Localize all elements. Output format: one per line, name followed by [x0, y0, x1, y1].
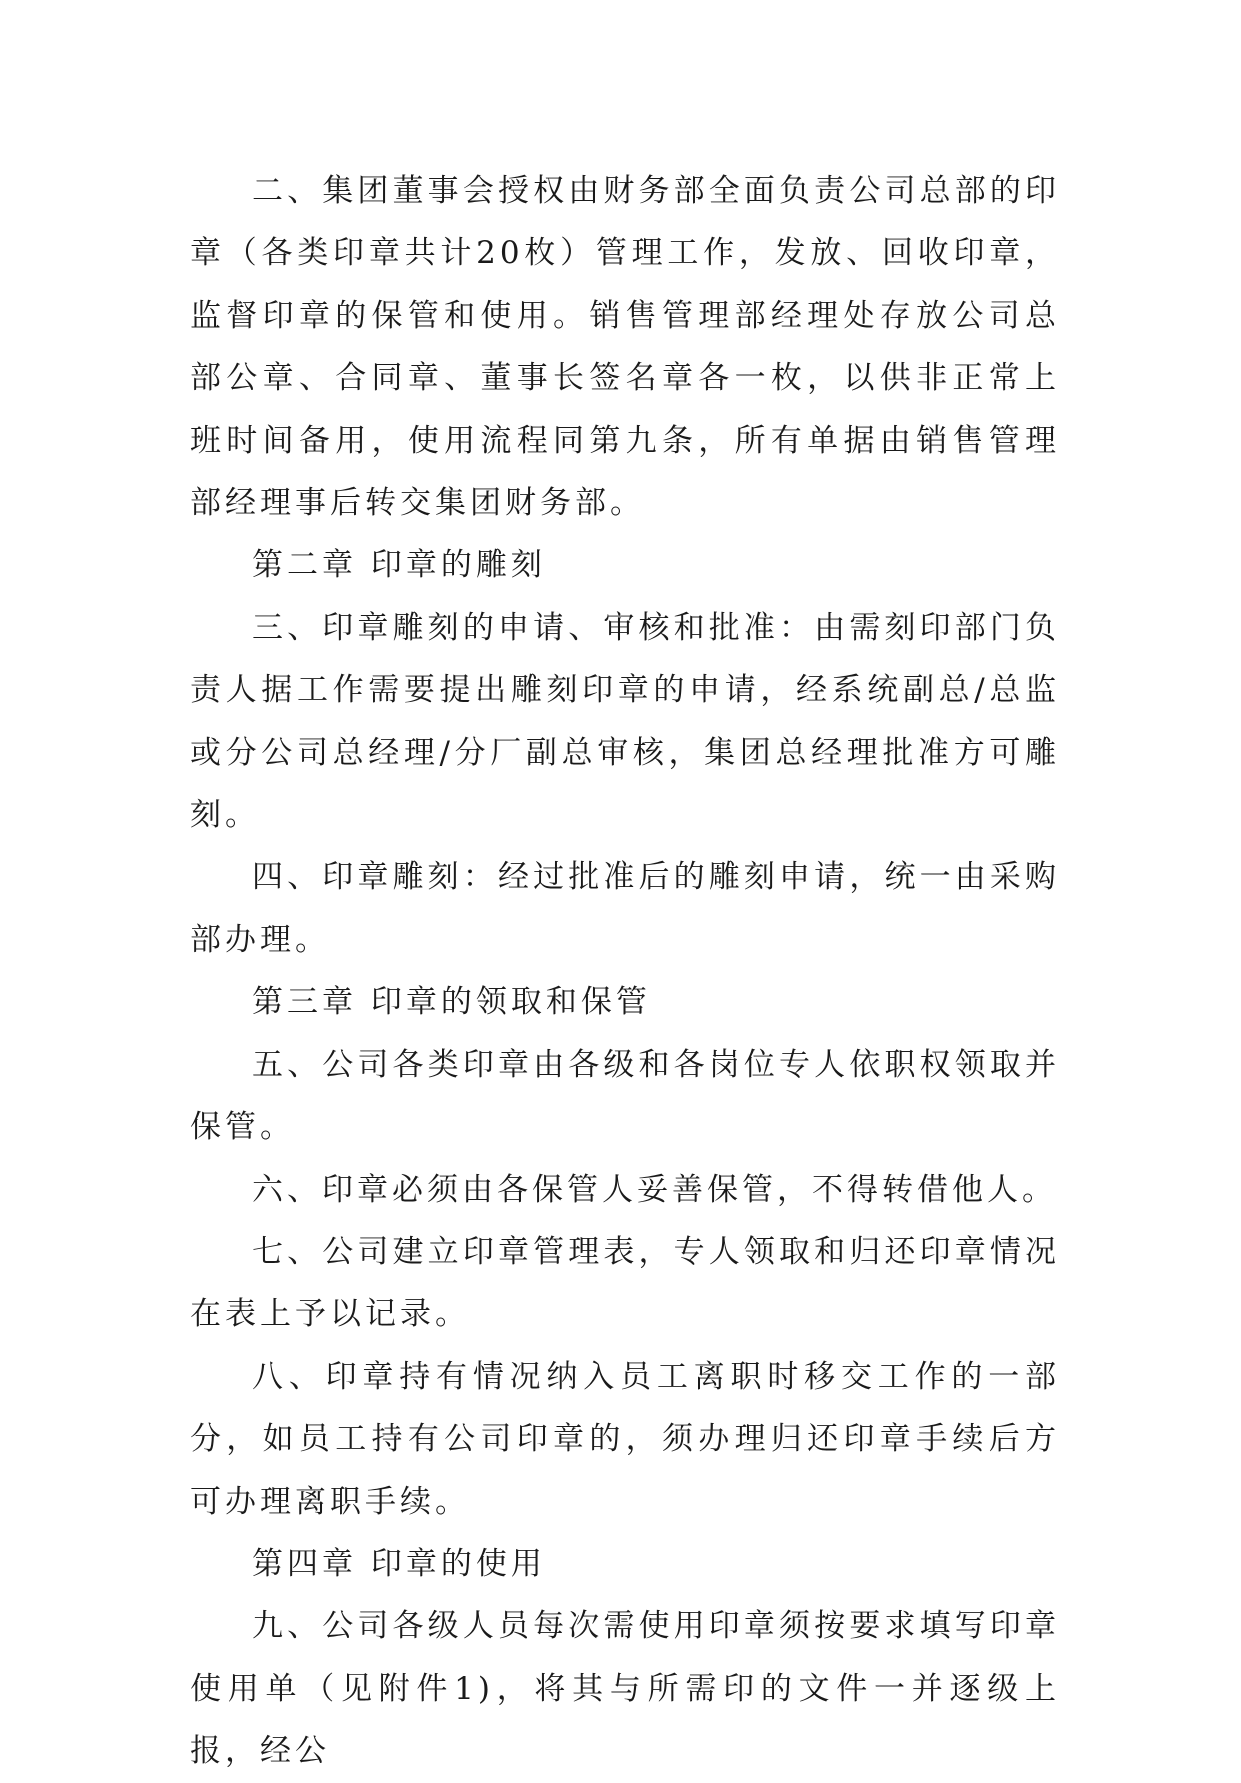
chapter-4-heading: 第四章 印章的使用: [252, 1545, 546, 1582]
clause-2: 二、集团董事会授权由财务部全面负责公司总部的印章（各类印章共计20枚）管理工作，发放、回收印章，监督印章的保管和使用。销售管理部经理处存放公司总部公章、合同章、董事长签名章各一枚，以供非正常上班时间备用，使用流程同第九条，所有单据由销售管理部经理事后转交集团财务部。: [190, 173, 1060, 522]
clause-9: 九、公司各级人员每次需使用印章须按要求填写印章使用单（见附件1)，将其与所需印的文件一并逐级上报，经公: [190, 1608, 1060, 1770]
chapter-2-heading: 第二章 印章的雕刻: [252, 547, 546, 584]
chapter-3-heading: 第三章 印章的领取和保管: [252, 984, 651, 1021]
clause-4: 四、印章雕刻：经过批准后的雕刻申请，统一由采购部办理。: [190, 859, 1060, 958]
clause-8: 八、印章持有情况纳入员工离职时移交工作的一部分，如员工持有公司印章的，须办理归还印章手续后方可办理离职手续。: [190, 1358, 1060, 1520]
clause-5: 五、公司各类印章由各级和各岗位专人依职权领取并保管。: [190, 1046, 1060, 1146]
clause-6: 六、印章必须由各保管人妥善保管，不得转借他人。: [252, 1171, 1057, 1208]
clause-3: 三、印章雕刻的申请、审核和批准：由需刻印部门负责人据工作需要提出雕刻印章的申请，经系统副总/总监或分公司总经理/分厂副总审核，集团总经理批准方可雕刻。: [190, 609, 1060, 834]
document-body: [190, 160, 1060, 1783]
clause-7: 七、公司建立印章管理表，专人领取和归还印章情况在表上予以记录。: [190, 1233, 1060, 1333]
